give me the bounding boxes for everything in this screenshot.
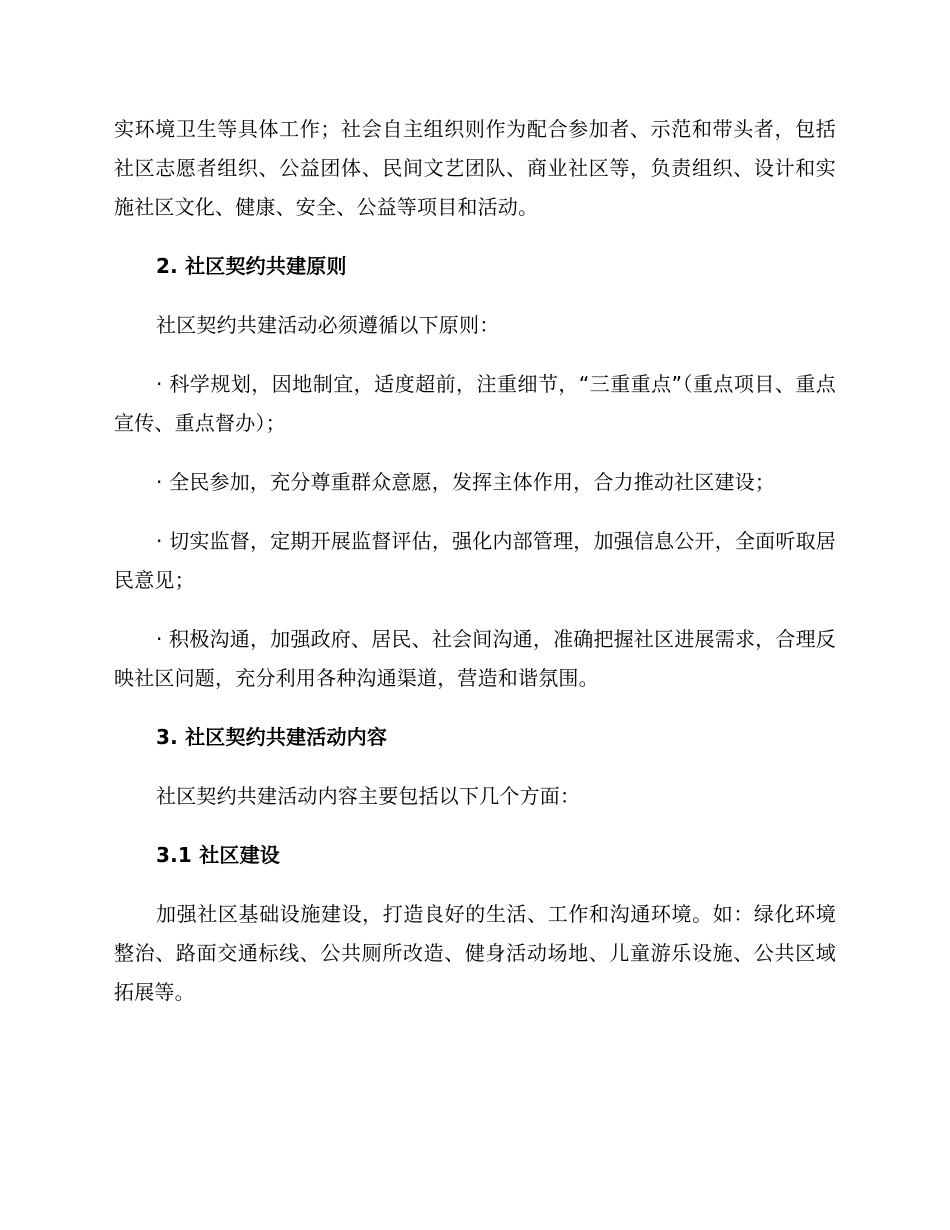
heading-activities: 3. 社区契约共建活动内容 bbox=[156, 725, 388, 749]
paragraph-principles-intro: 社区契约共建活动必须遵循以下原则： bbox=[156, 313, 500, 337]
heading-principles: 2. 社区契约共建原则 bbox=[156, 254, 347, 278]
heading-community-building: 3.1 社区建设 bbox=[156, 843, 280, 867]
document-page bbox=[114, 110, 836, 1012]
bullet-supervision: · 切实监督，定期开展监督评估，强化内部管理，加强信息公开，全面听取居民意见； bbox=[114, 529, 836, 592]
paragraph-roles: 实环境卫生等具体工作；社会自主组织则作为配合参加者、示范和带头者，包括社区志愿者组织、公益团体、民间文艺团队、商业社区等，负责组织、设计和实施社区文化、健康、安全、公益等项目和活动。 bbox=[114, 117, 836, 219]
bullet-planning: · 科学规划，因地制宜，适度超前，注重细节，“三重重点”（重点项目、重点宣传、重点督办）； bbox=[114, 372, 836, 435]
paragraph-community-building: 加强社区基础设施建设，打造良好的生活、工作和沟通环境。如：绿化环境整治、路面交通标线、公共厕所改造、健身活动场地、儿童游乐设施、公共区域拓展等。 bbox=[114, 902, 836, 1004]
bullet-communication: · 积极沟通，加强政府、居民、社会间沟通，准确把握社区进展需求，合理反映社区问题，充分利用各种沟通渠道，营造和谐氛围。 bbox=[114, 627, 836, 690]
paragraph-activities-intro: 社区契约共建活动内容主要包括以下几个方面： bbox=[156, 784, 581, 808]
bullet-participation: · 全民参加，充分尊重群众意愿，发挥主体作用，合力推动社区建设； bbox=[156, 470, 776, 494]
